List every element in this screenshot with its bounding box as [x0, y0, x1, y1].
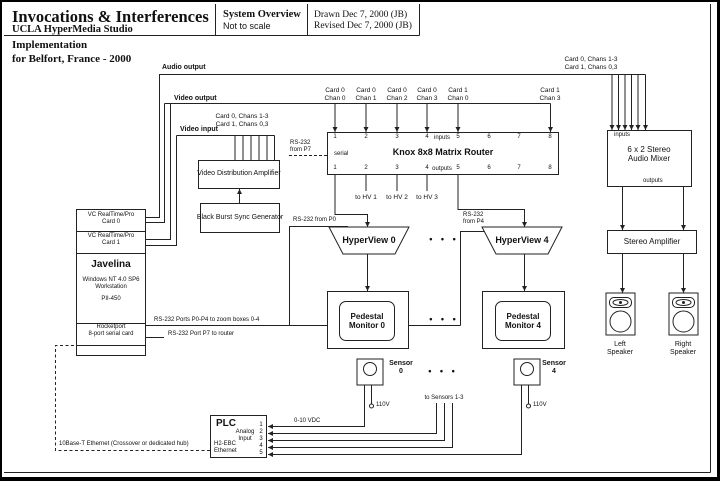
video-input-cards-label: Card 0, Chans 1-3 Card 1, Chans 0,3 — [215, 113, 269, 128]
mixer-outputs-label: outputs — [643, 178, 663, 184]
router-output-3: 3 — [395, 165, 399, 171]
pedestal-monitor4-box — [482, 291, 565, 349]
rs232-from-p4-label: RS-232 from P4 — [463, 212, 485, 226]
router-output-8: 8 — [548, 165, 552, 171]
monitor-ellipsis: • • • — [429, 314, 459, 324]
scale-note: Not to scale — [223, 21, 271, 31]
black-burst-sync-generator-box: Black Burst Sync Generator — [200, 203, 280, 233]
router-inputs-label: inputs — [433, 135, 451, 141]
plc-pin-3: 3 — [259, 436, 263, 442]
javelina-name: Javelina — [91, 259, 131, 270]
pedestal-monitor0-box — [327, 291, 409, 349]
javelina-divider-1 — [77, 231, 145, 232]
plc-name: PLC — [216, 418, 236, 429]
studio-name: UCLA HyperMedia Studio — [12, 24, 133, 35]
plc-analog-label: Analog Input — [235, 429, 255, 443]
plc-ethernet-label: H2-EBC Ethernet — [214, 441, 237, 455]
router-title: Knox 8x8 Matrix Router — [392, 147, 494, 157]
ethernet-label: 10Base-T Ethernet (Crossover or dedicated hub) — [59, 441, 189, 447]
router-in8-card-label: Card 1 Chan 3 — [539, 87, 561, 102]
monitor0-screen: Pedestal Monitor 0 — [339, 301, 395, 341]
javelina-divider-4 — [77, 345, 145, 346]
router-in4-card-label: Card 0 Chan 3 — [416, 87, 438, 102]
router-input-7: 7 — [517, 134, 521, 140]
sensor-ellipsis: • • • — [428, 366, 458, 376]
router-input-3: 3 — [395, 134, 399, 140]
javelina-card0-label: VC RealTime/Pro Card 0 — [87, 212, 135, 226]
router-output-2: 2 — [364, 165, 368, 171]
right-speaker-label: Right Speaker — [669, 341, 697, 357]
plc-pin-1: 1 — [259, 422, 263, 428]
router-serial-label: serial — [334, 151, 349, 157]
audio-output-label: Audio output — [162, 64, 206, 71]
router-output-7: 7 — [517, 165, 521, 171]
router-input-4: 4 — [425, 134, 429, 140]
plc-pin-2: 2 — [259, 429, 263, 435]
plc-pin-5: 5 — [259, 450, 263, 456]
drawn-date: Drawn Dec 7, 2000 (JB) — [314, 10, 408, 20]
plc-pin-4: 4 — [259, 443, 263, 449]
router-output-4: 4 — [425, 165, 429, 171]
to-sensors-label: to Sensors 1-3 — [424, 395, 464, 401]
stereo-amplifier-box: Stereo Amplifier — [607, 230, 697, 254]
hyperview4-label: HyperView 4 — [495, 235, 549, 245]
router-input-5: 5 — [456, 134, 460, 140]
javelina-os-label: Windows NT 4.0 SP6 Workstation — [82, 277, 140, 291]
router-output-5: 5 — [456, 165, 460, 171]
mixer-title: 6 x 2 Stereo Audio Mixer — [627, 145, 671, 164]
router-input-1: 1 — [333, 134, 337, 140]
sensor4-shape — [514, 359, 540, 408]
router-input-8: 8 — [548, 134, 552, 140]
rs232-from-p0-label: RS-232 from P0 — [293, 217, 337, 223]
to-hv3-label: to HV 3 — [416, 194, 438, 201]
router-input-6: 6 — [487, 134, 491, 140]
left-speaker-label: Left Speaker — [606, 341, 634, 357]
router-in2-card-label: Card 0 Chan 1 — [355, 87, 377, 102]
right-speaker-shape — [669, 293, 698, 335]
hyperview-ellipsis: • • • — [429, 234, 459, 244]
javelina-card1-label: VC RealTime/Pro Card 1 — [87, 233, 135, 247]
revised-date: Revised Dec 7, 2000 (JB) — [314, 21, 412, 31]
javelina-cpu-label: PII-450 — [101, 296, 121, 302]
router-output-1: 1 — [333, 165, 337, 171]
router-outputs-label: outputs — [432, 166, 452, 172]
rs232-ports-bus-label: RS-232 Ports P0-P4 to zoom boxes 0-4 — [154, 317, 260, 323]
left-speaker-shape — [606, 293, 635, 335]
ethernet-line — [56, 346, 211, 451]
router-in3-card-label: Card 0 Chan 2 — [386, 87, 408, 102]
javelina-divider-2 — [77, 253, 145, 254]
to-hv1-label: to HV 1 — [355, 194, 377, 201]
to-hv2-label: to HV 2 — [386, 194, 408, 201]
video-distribution-amplifier-box: Video Distribution Amplifier — [198, 160, 280, 189]
vdc-label: 0-10 VDC — [294, 418, 321, 424]
javelina-serial-card-label: Rocketport 8-port serial card — [88, 324, 134, 338]
doc-name: System Overview — [223, 9, 301, 20]
sensor0-110v-label: 110V — [376, 402, 390, 408]
hyperview0-label: HyperView 0 — [342, 235, 396, 245]
router-input-2: 2 — [364, 134, 368, 140]
video-input-label: Video input — [180, 126, 218, 133]
router-in1-card-label: Card 0 Chan 0 — [324, 87, 346, 102]
sensor0-shape — [357, 359, 383, 408]
rs232-p7-router-label: RS-232 Port P7 to router — [168, 331, 235, 337]
sensor0-label: Sensor 0 — [389, 360, 413, 376]
router-output-6: 6 — [487, 165, 491, 171]
monitor4-screen: Pedestal Monitor 4 — [495, 301, 551, 341]
sensor4-label: Sensor 4 — [542, 360, 566, 376]
video-output-label: Video output — [174, 95, 217, 102]
rs232-from-p7-label: RS-232 from P7 — [290, 140, 312, 154]
mixer-inputs-label: inputs — [614, 132, 631, 138]
implementation-note: Implementation for Belfort, France - 2000 — [12, 39, 132, 65]
mixer-input-cards-label: Card 0, Chans 1-3 Card 1, Chans 0,3 — [564, 56, 618, 71]
page-title: Invocations & Interferences — [12, 7, 209, 26]
router-in5-card-label: Card 1 Chan 0 — [447, 87, 469, 102]
sensor4-110v-label: 110V — [533, 402, 547, 408]
